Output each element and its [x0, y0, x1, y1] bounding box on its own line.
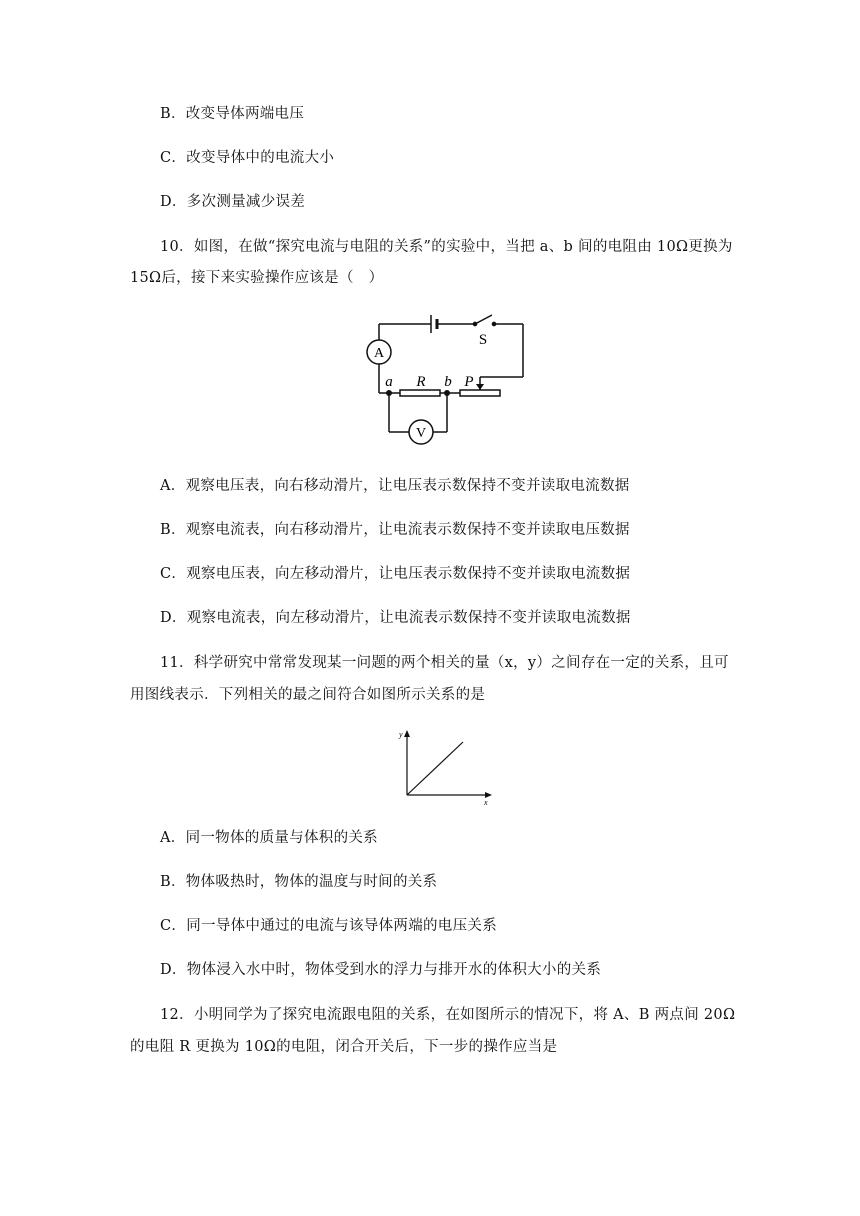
- q10-option-a: A．观察电压表，向右移动滑片，让电压表示数保持不变并读取电流数据: [160, 478, 630, 494]
- q10-option-b: B．观察电流表，向右移动滑片，让电流表示数保持不变并读取电压数据: [160, 522, 630, 538]
- node-b-label: b: [444, 374, 452, 390]
- q10-stem-line1: 10．如图，在做“探究电流与电阻的关系”的实验中，当把 a、b 间的电阻由 10Ω更换为: [160, 239, 733, 255]
- voltmeter-label: V: [415, 426, 427, 441]
- switch-label: S: [478, 332, 488, 348]
- q11-stem-line2: 用图线表示．下列相关的最之间符合如图所示关系的是: [130, 687, 486, 703]
- q11-xy-graph: [395, 725, 500, 805]
- q12-stem-line2: 的电阻 R 更换为 10Ω的电阻，闭合开关后，下一步的操作应当是: [130, 1039, 558, 1055]
- q10-option-c: C．观察电压表，向左移动滑片，让电压表示数保持不变并读取电流数据: [160, 566, 631, 582]
- slider-p-label: P: [464, 374, 474, 390]
- node-a-label: a: [385, 374, 393, 390]
- q10-option-d: D．观察电流表，向左移动滑片，让电流表示数保持不变并读取电流数据: [160, 610, 631, 626]
- q10-stem-line2: 15Ω后，接下来实验操作应该是（ ）: [130, 270, 384, 286]
- q11-option-a: A．同一物体的质量与体积的关系: [160, 830, 378, 846]
- q9-option-d: D．多次测量减少误差: [160, 194, 306, 210]
- resistor-label: R: [416, 374, 426, 390]
- q11-option-d: D．物体浸入水中时，物体受到水的浮力与排开水的体积大小的关系: [160, 962, 602, 978]
- q10-circuit-diagram: [355, 310, 540, 455]
- ammeter-label: A: [373, 346, 385, 361]
- graph-y-label: y: [399, 730, 403, 739]
- q9-option-b: B．改变导体两端电压: [160, 106, 305, 122]
- q11-option-b: B．物体吸热时，物体的温度与时间的关系: [160, 874, 438, 890]
- q11-option-c: C．同一导体中通过的电流与该导体两端的电压关系: [160, 918, 497, 934]
- graph-x-label: x: [484, 798, 488, 805]
- q11-stem-line1: 11．科学研究中常常发现某一问题的两个相关的量（x，y）之间存在一定的关系，且可: [160, 655, 729, 671]
- q12-stem-line1: 12．小明同学为了探究电流跟电阻的关系，在如图所示的情况下，将 A、B 两点间 20Ω: [160, 1007, 736, 1023]
- q9-option-c: C．改变导体中的电流大小: [160, 150, 335, 166]
